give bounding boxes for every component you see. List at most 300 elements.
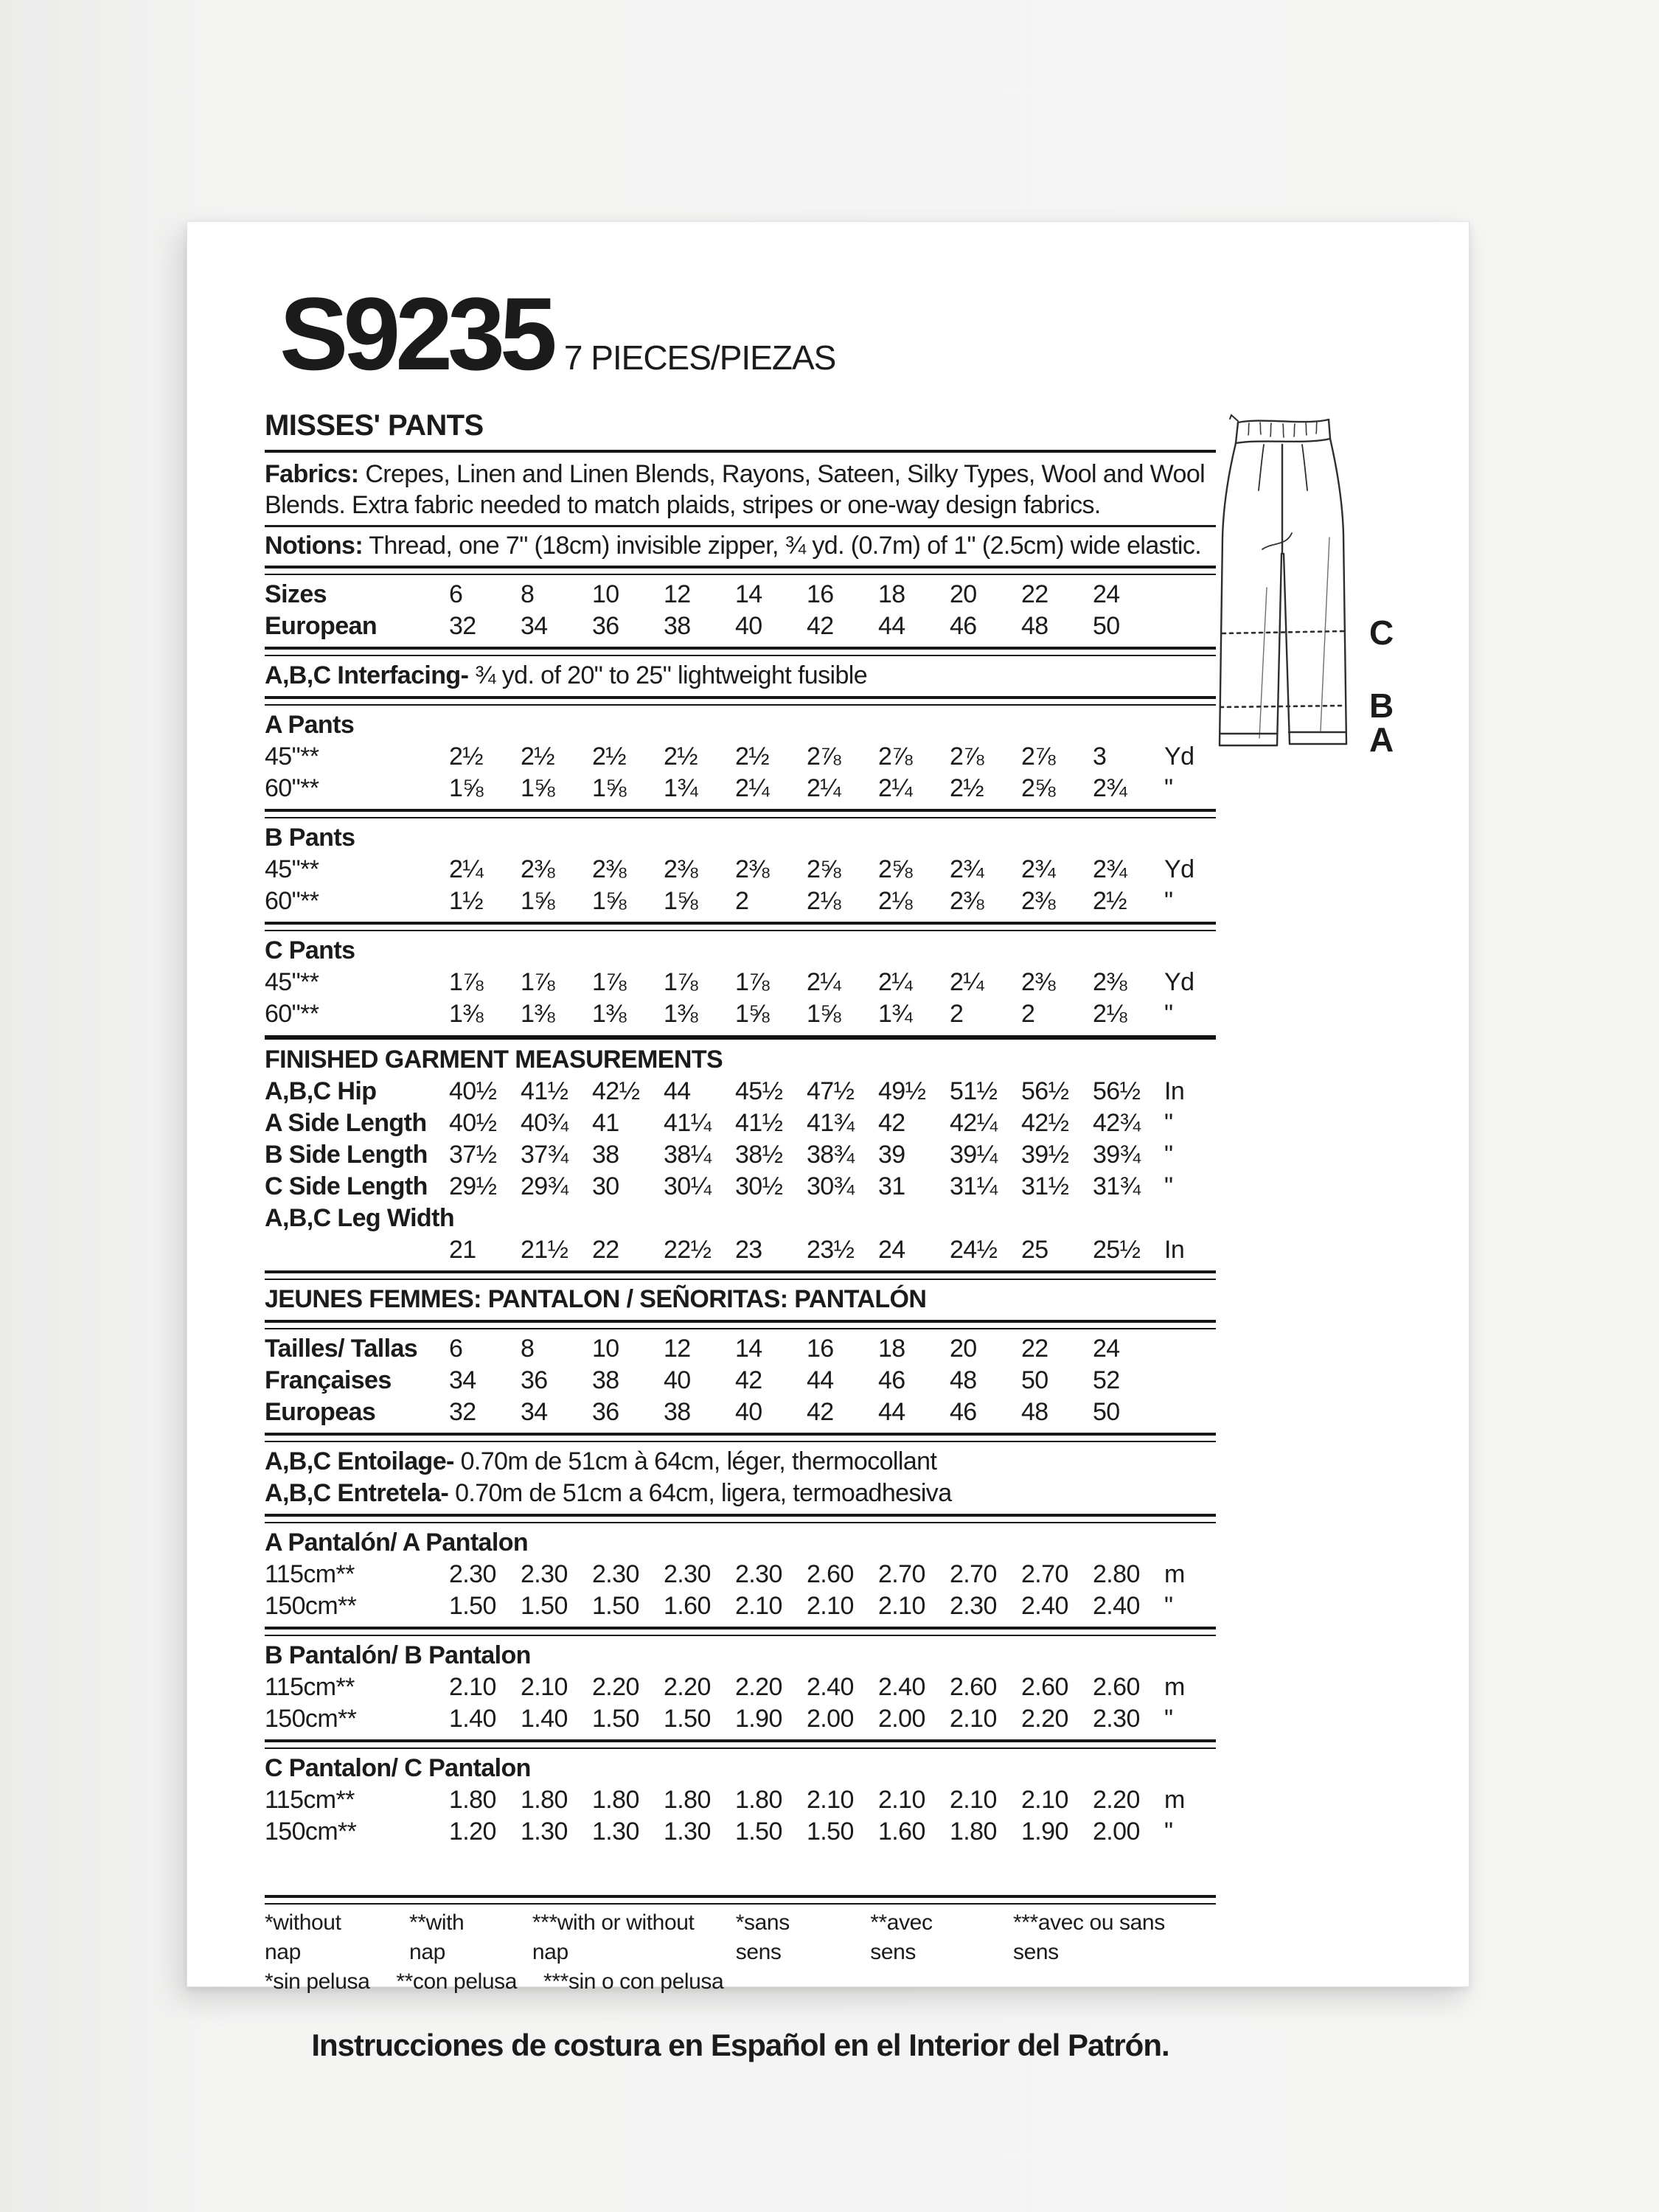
value-cell: 3 bbox=[1093, 742, 1107, 771]
value-cell: 1⅝ bbox=[521, 887, 555, 915]
note-label: A,B,C Entretela- bbox=[265, 1479, 449, 1507]
row-label: 115cm** bbox=[265, 1673, 355, 1701]
value-cell: 2.10 bbox=[1021, 1786, 1068, 1814]
value-cell: 1.90 bbox=[735, 1705, 782, 1733]
title-row bbox=[279, 276, 1216, 392]
unit-cell: " bbox=[1164, 774, 1173, 802]
unit-cell: In bbox=[1164, 1236, 1185, 1264]
value-cell: 2¼ bbox=[950, 968, 984, 996]
pattern-number: S9235 bbox=[279, 276, 552, 392]
table-row bbox=[265, 741, 1216, 773]
value-cell: 2⅞ bbox=[1021, 742, 1056, 771]
table-row bbox=[265, 1171, 1216, 1203]
value-cell: 2⅞ bbox=[878, 742, 913, 771]
value-cell: 2.40 bbox=[807, 1673, 854, 1701]
value-cell: 1.30 bbox=[592, 1818, 639, 1846]
value-cell: 2.30 bbox=[1093, 1705, 1140, 1733]
note-text: 0.70m de 51cm à 64cm, léger, thermocollant bbox=[453, 1447, 937, 1475]
yardage-table bbox=[265, 579, 1216, 1848]
note-label: A,B,C Entoilage- bbox=[265, 1447, 454, 1475]
value-cell: 1.90 bbox=[1021, 1818, 1068, 1846]
value-cell: 2¼ bbox=[449, 855, 484, 883]
value-cell: 2 bbox=[950, 1000, 964, 1028]
value-cell: 6 bbox=[449, 580, 463, 608]
footnote-line-1 bbox=[265, 1908, 1216, 1967]
value-cell: 56½ bbox=[1093, 1077, 1141, 1105]
value-cell: 21 bbox=[449, 1236, 476, 1264]
value-cell: 25 bbox=[1021, 1236, 1048, 1264]
divider bbox=[265, 1035, 1216, 1040]
value-cell: 2 bbox=[735, 887, 749, 915]
note-line bbox=[265, 660, 1216, 692]
value-cell: 42 bbox=[735, 1366, 762, 1394]
fabrics-paragraph bbox=[265, 459, 1216, 521]
value-cell: 38 bbox=[664, 1398, 691, 1426]
table-row bbox=[265, 579, 1216, 611]
value-cell: 1.80 bbox=[664, 1786, 711, 1814]
value-cell: 22 bbox=[592, 1236, 619, 1264]
footnotes-english bbox=[265, 1908, 736, 1967]
value-cell: 8 bbox=[521, 580, 535, 608]
row-label: 150cm** bbox=[265, 1592, 357, 1620]
value-cell: 2¼ bbox=[807, 968, 841, 996]
footnote-item: **avec sens bbox=[870, 1910, 933, 1964]
unit-cell: " bbox=[1164, 1109, 1173, 1137]
value-cell: 40 bbox=[664, 1366, 691, 1394]
value-cell: 2.30 bbox=[521, 1560, 568, 1588]
value-cell: 1⅞ bbox=[592, 968, 627, 996]
value-cell: 30 bbox=[592, 1172, 619, 1200]
table-row bbox=[265, 1816, 1216, 1848]
value-cell: 40¾ bbox=[521, 1109, 568, 1137]
footnote-item: *sin pelusa bbox=[265, 1969, 370, 1994]
value-cell: 39¾ bbox=[1093, 1141, 1141, 1169]
row-label: A,B,C Hip bbox=[265, 1077, 377, 1105]
value-cell: 42½ bbox=[592, 1077, 640, 1105]
value-cell: 32 bbox=[449, 1398, 476, 1426]
table-row bbox=[265, 1107, 1216, 1139]
value-cell: 8 bbox=[521, 1335, 535, 1363]
fabrics-label: Fabrics: bbox=[265, 460, 359, 488]
value-cell: 1⅝ bbox=[735, 1000, 770, 1028]
value-cell: 2.60 bbox=[1021, 1673, 1068, 1701]
divider bbox=[265, 1320, 1216, 1329]
value-cell: 39 bbox=[878, 1141, 905, 1169]
value-cell: 24 bbox=[1093, 1335, 1120, 1363]
value-cell: 44 bbox=[807, 1366, 834, 1394]
unit-cell: " bbox=[1164, 1592, 1173, 1620]
value-cell: 2⅛ bbox=[1093, 1000, 1127, 1028]
value-cell: 52 bbox=[1093, 1366, 1120, 1394]
value-cell: 10 bbox=[592, 580, 619, 608]
value-cell: 1.50 bbox=[521, 1592, 568, 1620]
row-label: 150cm** bbox=[265, 1705, 357, 1733]
value-cell: 48 bbox=[1021, 612, 1048, 640]
value-cell: 2⅞ bbox=[950, 742, 984, 771]
value-cell: 30¾ bbox=[807, 1172, 855, 1200]
value-cell: 44 bbox=[878, 612, 905, 640]
row-label: 60"** bbox=[265, 1000, 319, 1028]
value-cell: 2.10 bbox=[807, 1592, 854, 1620]
notions-label: Notions: bbox=[265, 532, 364, 560]
value-cell: 1¾ bbox=[878, 1000, 913, 1028]
row-label: 115cm** bbox=[265, 1786, 355, 1814]
unit-cell: m bbox=[1164, 1786, 1185, 1814]
value-cell: 29¾ bbox=[521, 1172, 568, 1200]
table-row bbox=[265, 1590, 1216, 1622]
value-cell: 1.50 bbox=[735, 1818, 782, 1846]
table-row bbox=[265, 1559, 1216, 1590]
value-cell: 2⅜ bbox=[521, 855, 555, 883]
row-label: C Side Length bbox=[265, 1172, 428, 1200]
notions-paragraph bbox=[265, 530, 1216, 561]
section-heading: JEUNES FEMMES: PANTALON / SEÑORITAS: PANTALÓN bbox=[265, 1285, 927, 1313]
divider bbox=[265, 647, 1216, 656]
value-cell: 41¾ bbox=[807, 1109, 855, 1137]
value-cell: 2.30 bbox=[449, 1560, 496, 1588]
value-cell: 6 bbox=[449, 1335, 463, 1363]
unit-cell: " bbox=[1164, 887, 1173, 915]
value-cell: 2.10 bbox=[807, 1786, 854, 1814]
row-label: A Side Length bbox=[265, 1109, 427, 1137]
value-cell: 2⅝ bbox=[1021, 774, 1056, 802]
value-cell: 22½ bbox=[664, 1236, 712, 1264]
value-cell: 2.70 bbox=[1021, 1560, 1068, 1588]
unit-cell: " bbox=[1164, 1172, 1173, 1200]
value-cell: 2.20 bbox=[1021, 1705, 1068, 1733]
unit-cell: " bbox=[1164, 1705, 1173, 1733]
value-cell: 22 bbox=[1021, 1335, 1048, 1363]
value-cell: 2½ bbox=[449, 742, 484, 771]
value-cell: 1⅝ bbox=[521, 774, 555, 802]
row-label: Europeas bbox=[265, 1398, 376, 1426]
value-cell: 1⅞ bbox=[521, 968, 555, 996]
value-cell: 38 bbox=[664, 612, 691, 640]
value-cell: 2 bbox=[1021, 1000, 1035, 1028]
pants-illustration bbox=[1218, 412, 1402, 770]
value-cell: 31½ bbox=[1021, 1172, 1069, 1200]
value-cell: 41½ bbox=[735, 1109, 783, 1137]
value-cell: 2.30 bbox=[664, 1560, 711, 1588]
value-cell: 48 bbox=[950, 1366, 977, 1394]
table-row bbox=[265, 1234, 1216, 1266]
table-row bbox=[265, 1703, 1216, 1735]
table-row bbox=[265, 1784, 1216, 1816]
divider bbox=[265, 1514, 1216, 1523]
value-cell: 2½ bbox=[664, 742, 698, 771]
divider bbox=[265, 809, 1216, 818]
value-cell: 41½ bbox=[521, 1077, 568, 1105]
value-cell: 2½ bbox=[592, 742, 627, 771]
view-label-a: A bbox=[1369, 720, 1394, 759]
value-cell: 20 bbox=[950, 1335, 977, 1363]
value-cell: 16 bbox=[807, 580, 834, 608]
table-row bbox=[265, 1139, 1216, 1171]
value-cell: 2⅜ bbox=[592, 855, 627, 883]
section-heading: FINISHED GARMENT MEASUREMENTS bbox=[265, 1046, 723, 1074]
unit-cell: " bbox=[1164, 1818, 1173, 1846]
value-cell: 2.20 bbox=[664, 1673, 711, 1701]
divider bbox=[265, 525, 1216, 527]
table-row bbox=[265, 1672, 1216, 1703]
value-cell: 38 bbox=[592, 1141, 619, 1169]
value-cell: 24 bbox=[878, 1236, 905, 1264]
value-cell: 38 bbox=[592, 1366, 619, 1394]
value-cell: 2½ bbox=[950, 774, 984, 802]
value-cell: 44 bbox=[878, 1398, 905, 1426]
row-label: 45"** bbox=[265, 968, 319, 996]
value-cell: 39½ bbox=[1021, 1141, 1069, 1169]
footnote-item: ***sin o con pelusa bbox=[543, 1969, 724, 1994]
value-cell: 2⅝ bbox=[807, 855, 841, 883]
value-cell: 25½ bbox=[1093, 1236, 1141, 1264]
value-cell: 1⅞ bbox=[449, 968, 484, 996]
value-cell: 1⅜ bbox=[664, 1000, 698, 1028]
value-cell: 37½ bbox=[449, 1141, 497, 1169]
value-cell: 30¼ bbox=[664, 1172, 712, 1200]
value-cell: 2⅝ bbox=[878, 855, 913, 883]
value-cell: 2½ bbox=[521, 742, 555, 771]
row-label: Sizes bbox=[265, 580, 327, 608]
value-cell: 2.10 bbox=[449, 1673, 496, 1701]
value-cell: 42¾ bbox=[1093, 1109, 1141, 1137]
value-cell: 2.10 bbox=[950, 1786, 997, 1814]
row-label: 60"** bbox=[265, 774, 319, 802]
footnote-item: **with nap bbox=[409, 1910, 465, 1964]
value-cell: 46 bbox=[878, 1366, 905, 1394]
footnote-item: *sans sens bbox=[735, 1910, 790, 1964]
divider bbox=[265, 1739, 1216, 1749]
value-cell: 2¾ bbox=[1093, 774, 1127, 802]
value-cell: 2½ bbox=[735, 742, 770, 771]
value-cell: 1⅜ bbox=[449, 1000, 484, 1028]
value-cell: 24 bbox=[1093, 580, 1120, 608]
value-cell: 1⅜ bbox=[592, 1000, 627, 1028]
value-cell: 2.30 bbox=[592, 1560, 639, 1588]
divider bbox=[265, 566, 1216, 575]
value-cell: 50 bbox=[1021, 1366, 1048, 1394]
value-cell: 2.20 bbox=[1093, 1786, 1140, 1814]
section-heading: A Pantalón/ A Pantalon bbox=[265, 1528, 529, 1557]
value-cell: 1.50 bbox=[449, 1592, 496, 1620]
value-cell: 12 bbox=[664, 1335, 691, 1363]
value-cell: 40½ bbox=[449, 1109, 497, 1137]
value-cell: 1.80 bbox=[950, 1818, 997, 1846]
value-cell: 2½ bbox=[1093, 887, 1127, 915]
value-cell: 1.40 bbox=[521, 1705, 568, 1733]
value-cell: 49½ bbox=[878, 1077, 926, 1105]
value-cell: 2.40 bbox=[1093, 1592, 1140, 1620]
value-cell: 1.20 bbox=[449, 1818, 496, 1846]
value-cell: 2.70 bbox=[950, 1560, 997, 1588]
value-cell: 50 bbox=[1093, 1398, 1120, 1426]
value-cell: 1.80 bbox=[735, 1786, 782, 1814]
value-cell: 18 bbox=[878, 1335, 905, 1363]
divider bbox=[265, 1895, 1216, 1905]
value-cell: 42¼ bbox=[950, 1109, 998, 1137]
value-cell: 34 bbox=[521, 1398, 548, 1426]
value-cell: 2.60 bbox=[950, 1673, 997, 1701]
value-cell: 47½ bbox=[807, 1077, 855, 1105]
value-cell: 24½ bbox=[950, 1236, 998, 1264]
value-cell: 2⅜ bbox=[1021, 887, 1056, 915]
value-cell: 48 bbox=[1021, 1398, 1048, 1426]
value-cell: 1.80 bbox=[521, 1786, 568, 1814]
divider bbox=[265, 1270, 1216, 1280]
view-label-b: B bbox=[1369, 686, 1394, 725]
notions-text: Thread, one 7" (18cm) invisible zipper, ¾ yd. (0.7m) of 1" (2.5cm) wide elastic. bbox=[363, 532, 1202, 560]
value-cell: 1.60 bbox=[878, 1818, 925, 1846]
footnote-item: ***with or without nap bbox=[532, 1910, 695, 1964]
value-cell: 2¼ bbox=[735, 774, 770, 802]
value-cell: 18 bbox=[878, 580, 905, 608]
value-cell: 2.00 bbox=[878, 1705, 925, 1733]
divider bbox=[265, 450, 1216, 453]
value-cell: 50 bbox=[1093, 612, 1120, 640]
value-cell: 42½ bbox=[1021, 1109, 1069, 1137]
pattern-envelope-back bbox=[187, 221, 1470, 2062]
value-cell: 41¼ bbox=[664, 1109, 712, 1137]
table-row bbox=[265, 1333, 1216, 1365]
value-cell: 56½ bbox=[1021, 1077, 1069, 1105]
divider bbox=[265, 1627, 1216, 1636]
value-cell: 2¾ bbox=[1021, 855, 1056, 883]
value-cell: 2.60 bbox=[807, 1560, 854, 1588]
spanish-instructions-note: Instrucciones de costura en Español en el Interior del Patrón. bbox=[311, 2028, 1169, 2062]
value-cell: 37¾ bbox=[521, 1141, 568, 1169]
value-cell: 1.30 bbox=[664, 1818, 711, 1846]
note-line bbox=[265, 1478, 1216, 1509]
unit-cell: " bbox=[1164, 1141, 1173, 1169]
divider bbox=[265, 922, 1216, 931]
value-cell: 1⅝ bbox=[449, 774, 484, 802]
value-cell: 2⅛ bbox=[807, 887, 841, 915]
footnote-item: ***avec ou sans sens bbox=[1013, 1910, 1165, 1964]
value-cell: 42 bbox=[878, 1109, 905, 1137]
value-cell: 2⅜ bbox=[1021, 968, 1056, 996]
table-row bbox=[265, 1076, 1216, 1107]
value-cell: 2¼ bbox=[878, 774, 913, 802]
value-cell: 2.10 bbox=[735, 1592, 782, 1620]
footnotes-french bbox=[736, 1908, 1216, 1967]
footnote-block bbox=[265, 1895, 1216, 1997]
value-cell: 14 bbox=[735, 1335, 762, 1363]
value-cell: 36 bbox=[521, 1366, 548, 1394]
value-cell: 34 bbox=[521, 612, 548, 640]
unit-cell: m bbox=[1164, 1560, 1185, 1588]
value-cell: 1⅝ bbox=[807, 1000, 841, 1028]
value-cell: 1.80 bbox=[449, 1786, 496, 1814]
note-text: 0.70m de 51cm a 64cm, ligera, termoadhesiva bbox=[448, 1479, 952, 1507]
value-cell: 1.50 bbox=[664, 1705, 711, 1733]
section-heading: B Pantalón/ B Pantalon bbox=[265, 1641, 531, 1669]
table-row bbox=[265, 773, 1216, 804]
value-cell: 2⅛ bbox=[878, 887, 913, 915]
value-cell: 2.20 bbox=[592, 1673, 639, 1701]
table-row bbox=[265, 611, 1216, 642]
unit-cell: In bbox=[1164, 1077, 1185, 1105]
section-heading: A Pants bbox=[265, 711, 355, 739]
value-cell: 38¼ bbox=[664, 1141, 712, 1169]
value-cell: 2¼ bbox=[878, 968, 913, 996]
value-cell: 2⅞ bbox=[807, 742, 841, 771]
row-label: Françaises bbox=[265, 1366, 392, 1394]
garment-title: MISSES' PANTS bbox=[265, 409, 484, 442]
table-row bbox=[265, 1397, 1216, 1428]
divider bbox=[265, 1433, 1216, 1442]
note-line bbox=[265, 1446, 1216, 1478]
value-cell: 2.10 bbox=[878, 1786, 925, 1814]
value-cell: 44 bbox=[664, 1077, 691, 1105]
value-cell: 1.50 bbox=[592, 1705, 639, 1733]
value-cell: 2⅜ bbox=[950, 887, 984, 915]
value-cell: 1¾ bbox=[664, 774, 698, 802]
value-cell: 1⅞ bbox=[664, 968, 698, 996]
value-cell: 45½ bbox=[735, 1077, 783, 1105]
value-cell: 2⅜ bbox=[1093, 968, 1127, 996]
value-cell: 39¼ bbox=[950, 1141, 998, 1169]
value-cell: 22 bbox=[1021, 580, 1048, 608]
section-heading: B Pants bbox=[265, 824, 355, 852]
value-cell: 38¾ bbox=[807, 1141, 855, 1169]
value-cell: 2.10 bbox=[950, 1705, 997, 1733]
value-cell: 1⅝ bbox=[592, 774, 627, 802]
value-cell: 2⅜ bbox=[664, 855, 698, 883]
value-cell: 2.00 bbox=[1093, 1818, 1140, 1846]
value-cell: 1.60 bbox=[664, 1592, 711, 1620]
note-label: A,B,C Interfacing- bbox=[265, 661, 469, 689]
unit-cell: " bbox=[1164, 1000, 1173, 1028]
value-cell: 2.80 bbox=[1093, 1560, 1140, 1588]
footnotes-spanish bbox=[265, 1967, 1216, 1997]
value-cell: 42 bbox=[807, 1398, 834, 1426]
value-cell: 12 bbox=[664, 580, 691, 608]
value-cell: 34 bbox=[449, 1366, 476, 1394]
value-cell: 1.50 bbox=[592, 1592, 639, 1620]
value-cell: 30½ bbox=[735, 1172, 783, 1200]
value-cell: 16 bbox=[807, 1335, 834, 1363]
row-label: 60"** bbox=[265, 887, 319, 915]
unit-cell: Yd bbox=[1164, 855, 1194, 883]
value-cell: 38½ bbox=[735, 1141, 783, 1169]
value-cell: 1.30 bbox=[521, 1818, 568, 1846]
table-row bbox=[265, 854, 1216, 886]
value-cell: 2⅜ bbox=[735, 855, 770, 883]
row-label: 45"** bbox=[265, 742, 319, 771]
pieces-count-label: 7 PIECES/PIEZAS bbox=[563, 338, 836, 377]
unit-cell: m bbox=[1164, 1673, 1185, 1701]
value-cell: 40 bbox=[735, 1398, 762, 1426]
value-cell: 1⅜ bbox=[521, 1000, 555, 1028]
value-cell: 2.30 bbox=[735, 1560, 782, 1588]
unit-cell: Yd bbox=[1164, 968, 1194, 996]
row-label: European bbox=[265, 612, 378, 640]
value-cell: 1⅝ bbox=[664, 887, 698, 915]
row-label: 45"** bbox=[265, 855, 319, 883]
fabrics-text: Crepes, Linen and Linen Blends, Rayons, Sateen, Silky Types, Wool and Wool Blends. Extra fabric needed to match plaids, stripes or one-way design fabrics. bbox=[265, 460, 1206, 519]
value-cell: 36 bbox=[592, 612, 619, 640]
view-label-c: C bbox=[1369, 613, 1394, 652]
value-cell: 2.10 bbox=[521, 1673, 568, 1701]
value-cell: 21½ bbox=[521, 1236, 568, 1264]
section-heading: C Pants bbox=[265, 936, 355, 964]
value-cell: 41 bbox=[592, 1109, 619, 1137]
value-cell: 2.10 bbox=[878, 1592, 925, 1620]
row-label: 150cm** bbox=[265, 1818, 357, 1846]
value-cell: 36 bbox=[592, 1398, 619, 1426]
value-cell: 1⅝ bbox=[592, 887, 627, 915]
section-heading: C Pantalon/ C Pantalon bbox=[265, 1754, 531, 1782]
